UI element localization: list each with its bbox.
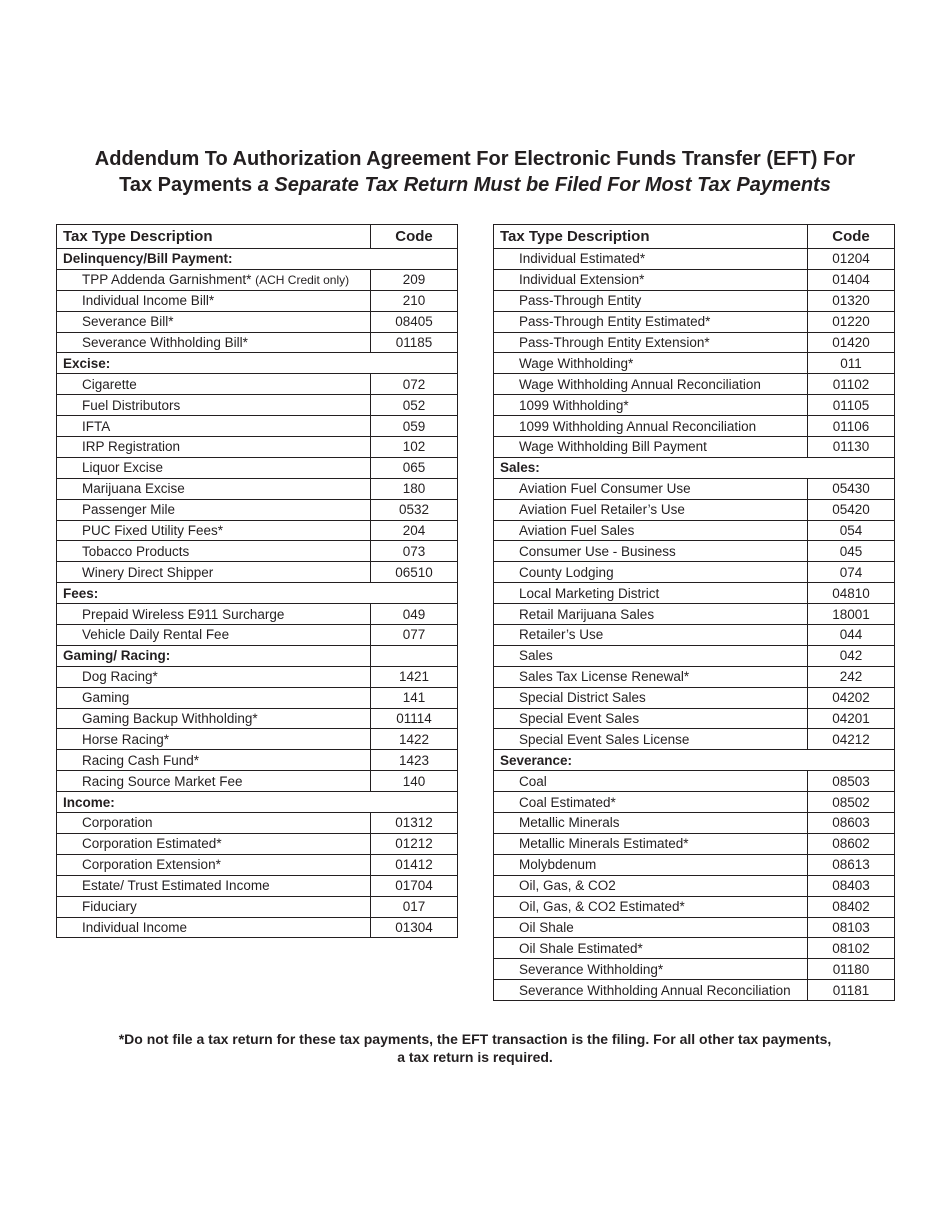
table-row — [494, 562, 895, 583]
footnote-line-2: a tax return is required. — [397, 1049, 553, 1065]
row-description: Wage Withholding Annual Reconciliation — [494, 374, 808, 395]
row-code: 08503 — [808, 771, 895, 792]
category-row — [57, 792, 458, 813]
row-code: 18001 — [808, 604, 895, 625]
table-row — [494, 896, 895, 917]
row-description: Metallic Minerals Estimated* — [494, 833, 808, 854]
category-row — [57, 353, 458, 374]
row-description: Severance Bill* — [57, 311, 371, 332]
table-row — [494, 980, 895, 1001]
row-description: Consumer Use - Business — [494, 541, 808, 562]
row-description: Aviation Fuel Sales — [494, 520, 808, 541]
header-description: Tax Type Description — [494, 225, 808, 249]
table-row — [57, 625, 458, 646]
row-code: 08613 — [808, 854, 895, 875]
table-row — [57, 290, 458, 311]
footnote — [0, 1030, 950, 1066]
table-row — [57, 499, 458, 520]
table-row — [494, 938, 895, 959]
table-row — [494, 875, 895, 896]
table-row — [494, 854, 895, 875]
row-description: Individual Income — [57, 917, 371, 938]
table-row — [494, 437, 895, 458]
row-code: 04212 — [808, 729, 895, 750]
row-code: 074 — [808, 562, 895, 583]
row-description: Pass-Through Entity — [494, 290, 808, 311]
row-description: 1099 Withholding Annual Reconciliation — [494, 416, 808, 437]
row-code: 08502 — [808, 792, 895, 813]
row-description: Aviation Fuel Consumer Use — [494, 478, 808, 499]
table-row — [57, 666, 458, 687]
table-row — [494, 666, 895, 687]
row-code: 01404 — [808, 269, 895, 290]
row-description: Wage Withholding Bill Payment — [494, 437, 808, 458]
table-row — [57, 541, 458, 562]
table-row — [494, 687, 895, 708]
row-code: 01304 — [371, 917, 458, 938]
table-row — [494, 478, 895, 499]
table-row — [57, 750, 458, 771]
row-description: Coal — [494, 771, 808, 792]
table-row — [494, 792, 895, 813]
row-code: 209 — [371, 269, 458, 290]
table-row — [494, 604, 895, 625]
title-line-2 — [0, 172, 950, 198]
row-description: Dog Racing* — [57, 666, 371, 687]
table-row — [57, 854, 458, 875]
row-code: 05420 — [808, 499, 895, 520]
table-row — [494, 813, 895, 834]
row-code: 01420 — [808, 332, 895, 353]
row-code: 1421 — [371, 666, 458, 687]
table-row — [494, 416, 895, 437]
row-code: 08405 — [371, 311, 458, 332]
row-code: 01180 — [808, 959, 895, 980]
table-row — [494, 353, 895, 374]
row-description: Special Event Sales License — [494, 729, 808, 750]
row-description: Corporation Estimated* — [57, 833, 371, 854]
table-row — [494, 645, 895, 666]
category-excise: Excise: — [57, 353, 371, 374]
table-row — [57, 478, 458, 499]
row-note: (ACH Credit only) — [255, 272, 350, 287]
row-code: 08402 — [808, 896, 895, 917]
category-row — [494, 750, 895, 771]
row-code: 065 — [371, 457, 458, 478]
header-code: Code — [371, 225, 458, 249]
row-description: Fiduciary — [57, 896, 371, 917]
category-severance: Severance: — [494, 750, 808, 771]
row-code: 01312 — [371, 813, 458, 834]
row-code: 01102 — [808, 374, 895, 395]
table-row — [494, 395, 895, 416]
table-row — [494, 833, 895, 854]
row-description: Horse Racing* — [57, 729, 371, 750]
row-description: Passenger Mile — [57, 499, 371, 520]
table-row — [494, 917, 895, 938]
table-row — [57, 833, 458, 854]
row-description: Oil, Gas, & CO2 Estimated* — [494, 896, 808, 917]
row-description: Metallic Minerals — [494, 813, 808, 834]
row-description: Coal Estimated* — [494, 792, 808, 813]
row-description: Cigarette — [57, 374, 371, 395]
row-description: Liquor Excise — [57, 457, 371, 478]
table-row — [57, 395, 458, 416]
table-row — [57, 562, 458, 583]
table-row — [57, 604, 458, 625]
title-line-2-italic: a Separate Tax Return Must be Filed For Most Tax Payments — [257, 174, 831, 196]
row-code: 01185 — [371, 332, 458, 353]
row-code: 04810 — [808, 583, 895, 604]
row-description: Corporation — [57, 813, 371, 834]
row-code: 08103 — [808, 917, 895, 938]
left-tax-code-table — [56, 224, 458, 938]
row-description: Individual Estimated* — [494, 249, 808, 270]
table-row — [57, 332, 458, 353]
category-row — [57, 249, 458, 270]
row-code: 017 — [371, 896, 458, 917]
table-header-row — [57, 225, 458, 249]
row-description: Tobacco Products — [57, 541, 371, 562]
table-row — [57, 917, 458, 938]
table-row — [494, 959, 895, 980]
row-code: 01212 — [371, 833, 458, 854]
row-code: 054 — [808, 520, 895, 541]
table-row — [57, 875, 458, 896]
row-description: Special District Sales — [494, 687, 808, 708]
row-description: PUC Fixed Utility Fees* — [57, 520, 371, 541]
title-line-1: Addendum To Authorization Agreement For Electronic Funds Transfer (EFT) For — [94, 148, 856, 170]
row-code: 01181 — [808, 980, 895, 1001]
row-description: Fuel Distributors — [57, 395, 371, 416]
table-header-row — [494, 225, 895, 249]
row-description: Severance Withholding* — [494, 959, 808, 980]
row-code: 01220 — [808, 311, 895, 332]
row-code: 01105 — [808, 395, 895, 416]
row-code: 05430 — [808, 478, 895, 499]
table-row — [494, 729, 895, 750]
row-description: County Lodging — [494, 562, 808, 583]
header-code: Code — [808, 225, 895, 249]
right-tax-code-table — [493, 224, 895, 1001]
category-row — [494, 457, 895, 478]
row-description: Racing Source Market Fee — [57, 771, 371, 792]
row-code: 072 — [371, 374, 458, 395]
table-row — [57, 729, 458, 750]
table-row — [494, 499, 895, 520]
row-code: 042 — [808, 645, 895, 666]
table-row — [57, 771, 458, 792]
table-row — [57, 896, 458, 917]
row-code: 141 — [371, 687, 458, 708]
row-code: 1422 — [371, 729, 458, 750]
row-description: Severance Withholding Annual Reconciliation — [494, 980, 808, 1001]
header-description: Tax Type Description — [57, 225, 371, 249]
row-description: Vehicle Daily Rental Fee — [57, 625, 371, 646]
row-description: IFTA — [57, 416, 371, 437]
row-code: 01704 — [371, 875, 458, 896]
row-code: 059 — [371, 416, 458, 437]
row-code: 052 — [371, 395, 458, 416]
row-description: Individual Income Bill* — [57, 290, 371, 311]
row-code: 180 — [371, 478, 458, 499]
row-code: 04201 — [808, 708, 895, 729]
category-gaming: Gaming/ Racing: — [57, 645, 371, 666]
row-description: Retail Marijuana Sales — [494, 604, 808, 625]
row-code: 210 — [371, 290, 458, 311]
table-row — [57, 416, 458, 437]
row-description: Oil Shale — [494, 917, 808, 938]
row-code: 204 — [371, 520, 458, 541]
row-code: 08602 — [808, 833, 895, 854]
row-code: 049 — [371, 604, 458, 625]
row-code: 044 — [808, 625, 895, 646]
row-description: Corporation Extension* — [57, 854, 371, 875]
row-code: 01412 — [371, 854, 458, 875]
row-description: Aviation Fuel Retailer’s Use — [494, 499, 808, 520]
row-description: Pass-Through Entity Estimated* — [494, 311, 808, 332]
row-description: Special Event Sales — [494, 708, 808, 729]
table-row — [57, 437, 458, 458]
row-description: Racing Cash Fund* — [57, 750, 371, 771]
table-row — [494, 541, 895, 562]
row-code: 01204 — [808, 249, 895, 270]
table-row — [494, 374, 895, 395]
row-description: 1099 Withholding* — [494, 395, 808, 416]
table-row — [494, 520, 895, 541]
category-income: Income: — [57, 792, 371, 813]
row-description: IRP Registration — [57, 437, 371, 458]
row-description: Sales — [494, 645, 808, 666]
row-code: 04202 — [808, 687, 895, 708]
row-code: 08403 — [808, 875, 895, 896]
row-code: 045 — [808, 541, 895, 562]
row-description: Severance Withholding Bill* — [57, 332, 371, 353]
table-row — [57, 311, 458, 332]
row-code: 01320 — [808, 290, 895, 311]
row-description: Sales Tax License Renewal* — [494, 666, 808, 687]
category-fees: Fees: — [57, 583, 371, 604]
row-description: Prepaid Wireless E911 Surcharge — [57, 604, 371, 625]
row-description: Winery Direct Shipper — [57, 562, 371, 583]
row-code: 242 — [808, 666, 895, 687]
row-description: Pass-Through Entity Extension* — [494, 332, 808, 353]
row-code: 1423 — [371, 750, 458, 771]
table-row — [57, 374, 458, 395]
row-code: 077 — [371, 625, 458, 646]
category-row — [57, 645, 458, 666]
table-row — [494, 625, 895, 646]
category-sales: Sales: — [494, 457, 808, 478]
row-description: Wage Withholding* — [494, 353, 808, 374]
row-code: 08102 — [808, 938, 895, 959]
table-row — [57, 813, 458, 834]
row-code: 0532 — [371, 499, 458, 520]
row-code: 01106 — [808, 416, 895, 437]
row-description: Local Marketing District — [494, 583, 808, 604]
footnote-line-1: *Do not file a tax return for these tax payments, the EFT transaction is the filing. For all other tax payments, — [118, 1031, 832, 1047]
table-row — [494, 249, 895, 270]
table-row — [494, 708, 895, 729]
row-code: 011 — [808, 353, 895, 374]
row-description: Retailer’s Use — [494, 625, 808, 646]
table-row — [57, 457, 458, 478]
row-code: 073 — [371, 541, 458, 562]
row-description: Individual Extension* — [494, 269, 808, 290]
row-description: Gaming — [57, 687, 371, 708]
row-description: Gaming Backup Withholding* — [57, 708, 371, 729]
row-code: 140 — [371, 771, 458, 792]
table-row — [494, 771, 895, 792]
table-row — [494, 290, 895, 311]
table-row — [494, 332, 895, 353]
category-delinquency: Delinquency/Bill Payment: — [57, 249, 371, 270]
table-row — [57, 520, 458, 541]
row-code: 08603 — [808, 813, 895, 834]
table-row — [494, 269, 895, 290]
page-title — [0, 146, 950, 198]
row-code: 102 — [371, 437, 458, 458]
table-row — [57, 708, 458, 729]
row-description: Oil, Gas, & CO2 — [494, 875, 808, 896]
table-row — [494, 583, 895, 604]
row-description: Estate/ Trust Estimated Income — [57, 875, 371, 896]
table-row — [57, 687, 458, 708]
row-code: 06510 — [371, 562, 458, 583]
table-row — [57, 269, 458, 290]
category-row — [57, 583, 458, 604]
row-description: Oil Shale Estimated* — [494, 938, 808, 959]
table-row — [494, 311, 895, 332]
title-line-2-plain: Tax Payments — [119, 174, 253, 196]
row-description: TPP Addenda Garnishment* (ACH Credit only) — [57, 269, 371, 290]
row-description: Marijuana Excise — [57, 478, 371, 499]
row-code: 01130 — [808, 437, 895, 458]
row-code: 01114 — [371, 708, 458, 729]
row-description: Molybdenum — [494, 854, 808, 875]
